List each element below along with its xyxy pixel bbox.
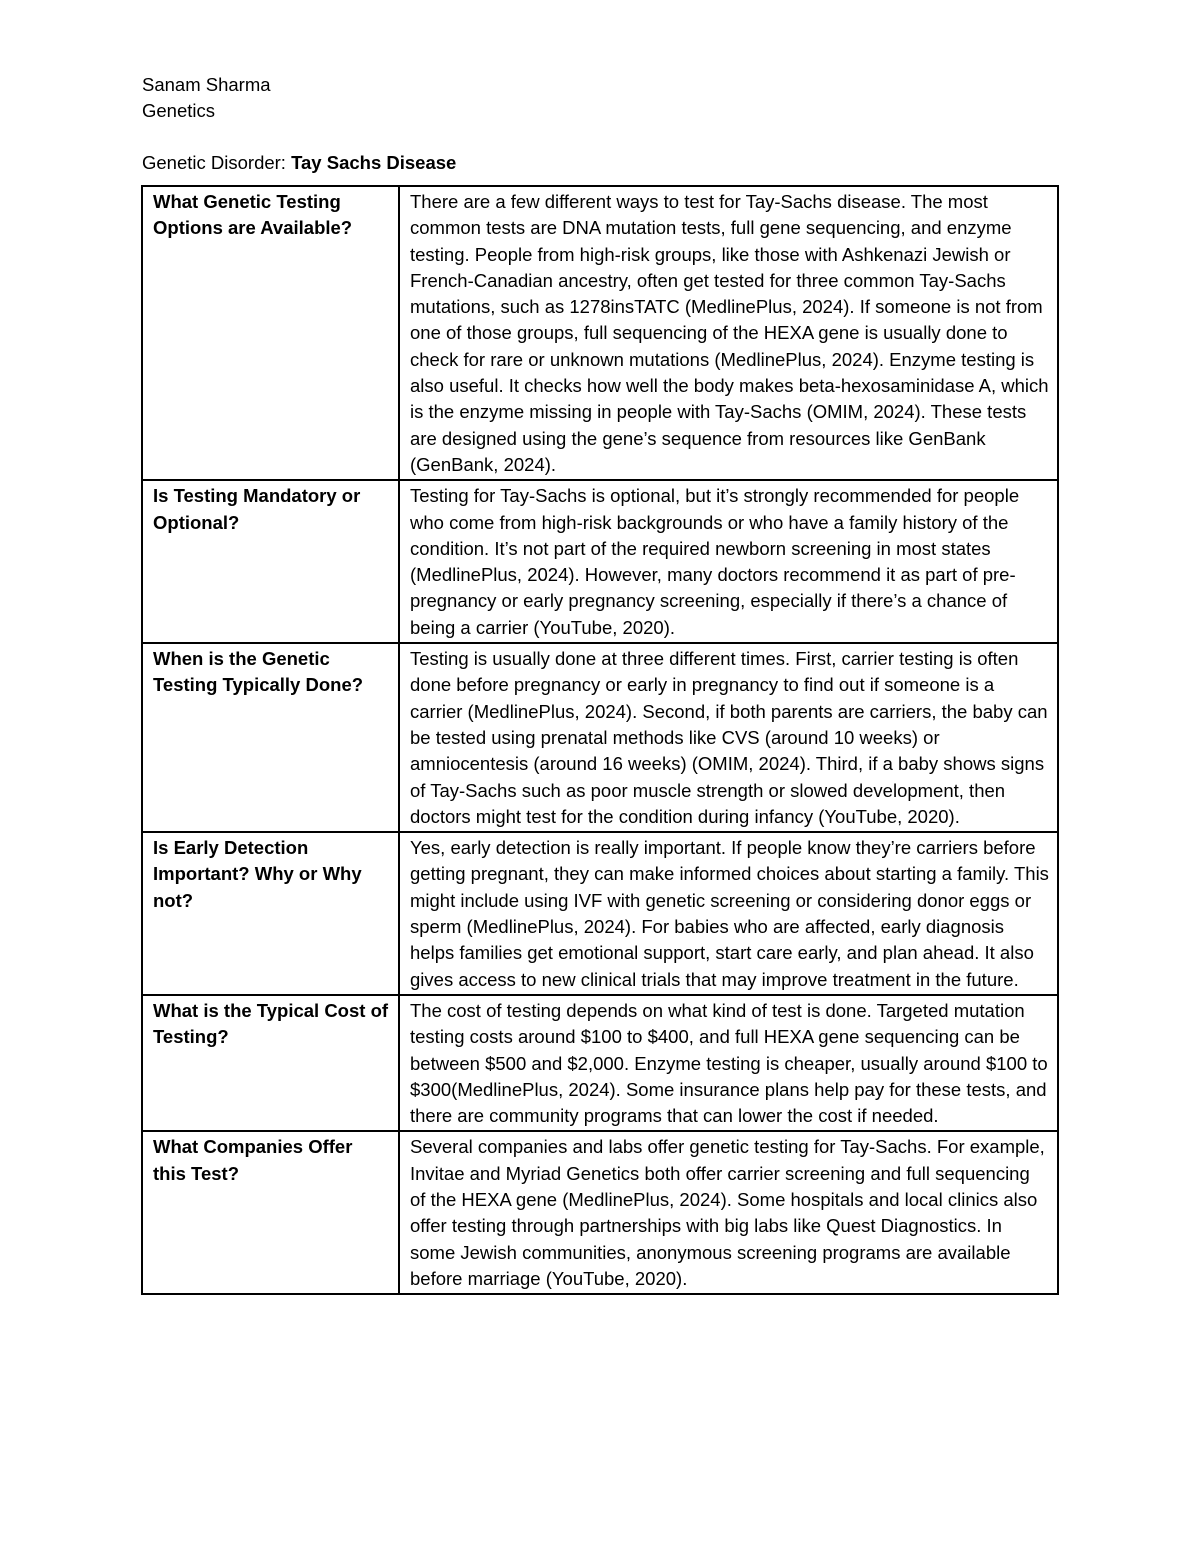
answer-cell: Yes, early detection is really important. If people know they’re carriers before getting pregnant, they can make informed choices about starting a family. This might include using IVF with genetic screening or considering donor eggs or sperm (MedlinePlus, 2024). For babies who are affected, early diagnosis helps families get emotional support, start care early, and plan ahead. It also gives access to new clinical trials that may improve treatment in the future. — [399, 832, 1058, 995]
question-cell: What Genetic Testing Options are Available? — [142, 186, 399, 480]
disorder-label: Genetic Disorder: — [142, 152, 292, 173]
genetic-testing-table — [141, 185, 1059, 1295]
table-row — [142, 832, 1058, 995]
disorder-name: Tay Sachs Disease — [291, 152, 457, 173]
document-header — [142, 72, 456, 176]
answer-cell: Several companies and labs offer genetic testing for Tay-Sachs. For example, Invitae and Myriad Genetics both offer carrier screening and full sequencing of the HEXA gene (MedlinePlus, 2024). Some hospitals and local clinics also offer testing through partnerships with big labs like Quest Diagnostics. In some Jewish communities, anonymous screening programs are available before marriage (YouTube, 2020). — [399, 1131, 1058, 1294]
table-row — [142, 1131, 1058, 1294]
question-cell: What Companies Offer this Test? — [142, 1131, 399, 1294]
table-row — [142, 643, 1058, 832]
answer-cell: Testing for Tay-Sachs is optional, but it’s strongly recommended for people who come from high-risk backgrounds or who have a family history of the condition. It’s not part of the required newborn screening in most states (MedlinePlus, 2024). However, many doctors recommend it as part of pre-pregnancy or early pregnancy screening, especially if there’s a chance of being a carrier (YouTube, 2020). — [399, 480, 1058, 643]
question-cell: Is Early Detection Important? Why or Why not? — [142, 832, 399, 995]
disorder-heading — [142, 150, 456, 176]
answer-cell: Testing is usually done at three different times. First, carrier testing is often done before pregnancy or early in pregnancy to find out if someone is a carrier (MedlinePlus, 2024). Second, if both parents are carriers, the baby can be tested using prenatal methods like CVS (around 10 weeks) or amniocentesis (around 16 weeks) (OMIM, 2024). Third, if a baby shows signs of Tay-Sachs such as poor muscle strength or slowed development, then doctors might test for the condition during infancy (YouTube, 2020). — [399, 643, 1058, 832]
table-row — [142, 995, 1058, 1131]
answer-cell: The cost of testing depends on what kind of test is done. Targeted mutation testing costs around $100 to $400, and full HEXA gene sequencing can be between $500 and $2,000. Enzyme testing is cheaper, usually around $100 to $300(MedlinePlus, 2024). Some insurance plans help pay for these tests, and there are community programs that can lower the cost if needed. — [399, 995, 1058, 1131]
question-cell: Is Testing Mandatory or Optional? — [142, 480, 399, 643]
answer-cell: There are a few different ways to test for Tay-Sachs disease. The most common tests are DNA mutation tests, full gene sequencing, and enzyme testing. People from high-risk groups, like those with Ashkenazi Jewish or French-Canadian ancestry, often get tested for three common Tay-Sachs mutations, such as 1278insTATC (MedlinePlus, 2024). If someone is not from one of those groups, full sequencing of the HEXA gene is usually done to check for rare or unknown mutations (MedlinePlus, 2024). Enzyme testing is also useful. It checks how well the body makes beta-hexosaminidase A, which is the enzyme missing in people with Tay-Sachs (OMIM, 2024). These tests are designed using the gene’s sequence from resources like GenBank (GenBank, 2024). — [399, 186, 1058, 480]
question-cell: When is the Genetic Testing Typically Done? — [142, 643, 399, 832]
table-row — [142, 480, 1058, 643]
author-name: Sanam Sharma — [142, 74, 271, 95]
table-row — [142, 186, 1058, 480]
question-cell: What is the Typical Cost of Testing? — [142, 995, 399, 1131]
course-name: Genetics — [142, 100, 216, 121]
